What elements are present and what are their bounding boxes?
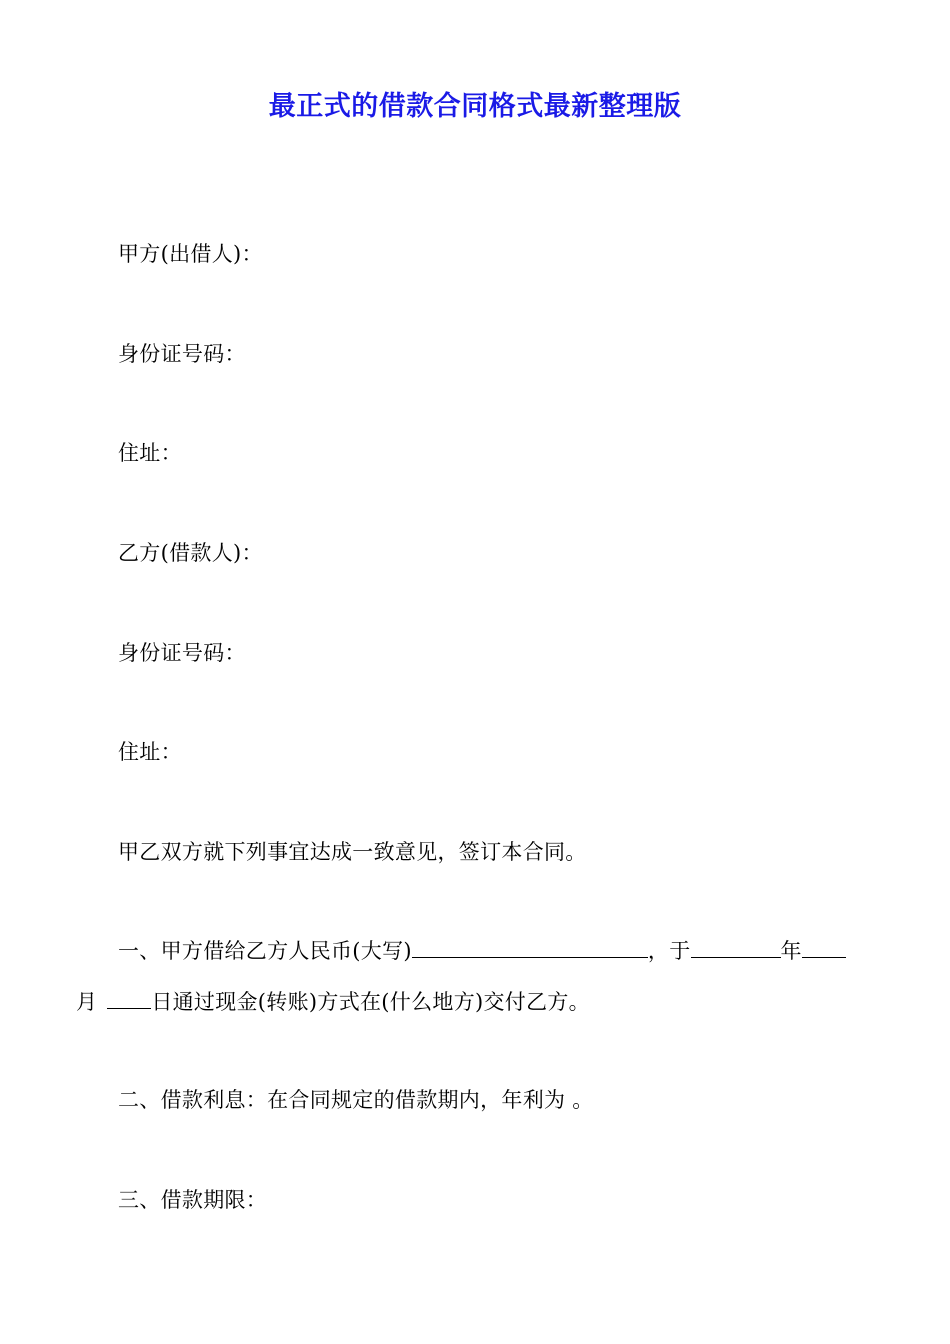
party-b-label: 乙方(借款人)：	[118, 541, 263, 565]
party-b-id-label: 身份证号码：	[118, 641, 246, 665]
clause-1-part-1: 一、甲方借给乙方人民币(大写)	[118, 939, 412, 963]
clause-1-part-4: 月	[76, 990, 98, 1014]
document-title: 最正式的借款合同格式最新整理版	[268, 91, 682, 122]
month-blank	[802, 939, 846, 958]
agreement-statement: 甲乙双方就下列事宜达成一致意见，签订本合同。	[118, 840, 587, 864]
clause-1-part-2: ，于	[647, 939, 691, 963]
clause-1-line-2	[76, 986, 590, 1016]
day-blank	[107, 990, 151, 1009]
amount-blank	[412, 939, 648, 958]
clause-1-line-1	[118, 935, 846, 965]
year-blank	[691, 939, 781, 958]
clause-1-part-5: 日通过现金(转账)方式在(什么地方)交付乙方。	[151, 990, 590, 1014]
clause-3: 三、借款期限：	[118, 1188, 268, 1212]
party-a-address-label: 住址：	[118, 441, 182, 465]
party-a-label: 甲方(出借人)：	[118, 242, 263, 266]
party-a-id-label: 身份证号码：	[118, 342, 246, 366]
clause-2: 二、借款利息：在合同规定的借款期内，年利为 。	[118, 1088, 594, 1112]
clause-1-part-3: 年	[780, 939, 802, 963]
party-b-address-label: 住址：	[118, 740, 182, 764]
